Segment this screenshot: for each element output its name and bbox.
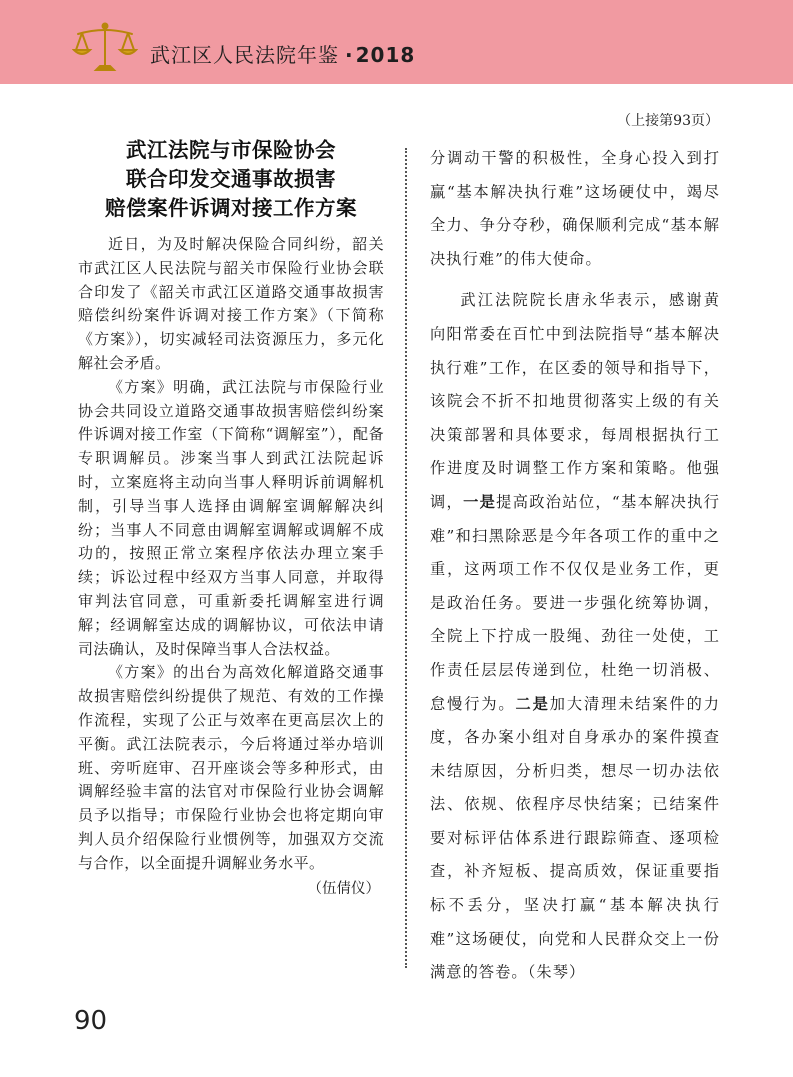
header-band xyxy=(0,0,793,84)
continuation-paragraph xyxy=(430,284,720,989)
paragraph-text: 提高政治站位，“基本解决执行难”和扫黑除恶是今年各项工作的重中之重，这两项工作不仅仅是业务工作，更是政治任务。要进一步强化统筹协调，全院上下拧成一股绳、劲往一处使，工作责任层层传递到位，杜绝一切消极、怠慢行为。 xyxy=(430,492,720,713)
article-paragraph: 近日，为及时解决保险合同纠纷，韶关市武江区人民法院与韶关市保险行业协会联合印发了《韶关市武江区道路交通事故损害赔偿纠纷案件诉调对接工作方案》（下简称《方案》），切实减轻司法资源压力，多元化解社会矛盾。 xyxy=(78,235,384,372)
column-divider xyxy=(405,148,407,968)
title-line: 联合印发交通事故损害 xyxy=(126,167,336,191)
emphasis-second: 二是 xyxy=(515,694,550,713)
continuation-paragraph: 分调动干警的积极性，全身心投入到打赢“基本解决执行难”这场硬仗中，竭尽全力、争分夺秒，确保顺利完成“基本解决执行难”的伟大使命。 xyxy=(430,149,720,268)
continued-from-note: （上接第93页） xyxy=(617,113,719,129)
paragraph-text: 加大清理未结案件的力度，各办案小组对自身承办的案件摸查未结原因，分析归类，想尽一切办法依法、依规、依程序尽快结案；已结案件要对标评估体系进行跟踪筛查、逐项检查，补齐短板、提高质效，保证重要指标不丢分，坚决打赢“基本解决执行难”这场硬仗，向党和人民群众交上一份满意的答卷。（朱琴） xyxy=(430,694,721,982)
emphasis-first: 一是 xyxy=(463,492,497,511)
scales-of-justice-icon xyxy=(72,22,138,74)
paragraph-text: 武江法院院长唐永华表示，感谢黄向阳常委在百忙中到法院指导“基本解决执行难”工作，在区委的领导和指导下，该院会不折不扣地贯彻落实上级的有关决策部署和具体要求，每周根据执行工作进度及时调整工作方案和策略。他强调， xyxy=(430,291,720,511)
right-column xyxy=(430,142,720,990)
yearbook-year: 2018 xyxy=(355,43,416,67)
title-separator: · xyxy=(345,43,354,67)
yearbook-title xyxy=(150,40,415,70)
yearbook-name: 武江区人民法院年鉴 xyxy=(150,43,339,67)
article-paragraph: 《方案》的出台为高效化解道路交通事故损害赔偿纠纷提供了规范、有效的工作操作流程，实现了公正与效率在更高层次上的平衡。武江法院表示，今后将通过举办培训班、旁听庭审、召开座谈会等多种形式，由调解经验丰富的法官对市保险行业协会调解员予以指导；市保险行业协会也将定期向审判人员介绍保险行业惯例等，加强双方交流与合作，以全面提升调解业务水平。 xyxy=(78,663,384,872)
left-column xyxy=(78,136,384,900)
page-number: 90 xyxy=(74,1006,108,1036)
article-title xyxy=(78,136,384,223)
article-author: （伍倩仪） xyxy=(307,880,380,897)
article-paragraph: 《方案》明确，武江法院与市保险行业协会共同设立道路交通事故损害赔偿纠纷案件诉调对接工作室（下简称“调解室”），配备专职调解员。涉案当事人到武江法院起诉时，立案庭将主动向当事人释明诉前调解机制，引导当事人选择由调解室调解解决纠纷；当事人不同意由调解室调解或调解不成功的，按照正常立案程序依法办理立案手续；诉讼过程中经双方当事人同意，并取得审判法官同意，可重新委托调解室进行调解；经调解室达成的调解协议，可依法申请司法确认，及时保障当事人合法权益。 xyxy=(78,377,384,658)
title-line: 武江法院与市保险协会 xyxy=(126,138,336,162)
title-line: 赔偿案件诉调对接工作方案 xyxy=(105,196,357,220)
